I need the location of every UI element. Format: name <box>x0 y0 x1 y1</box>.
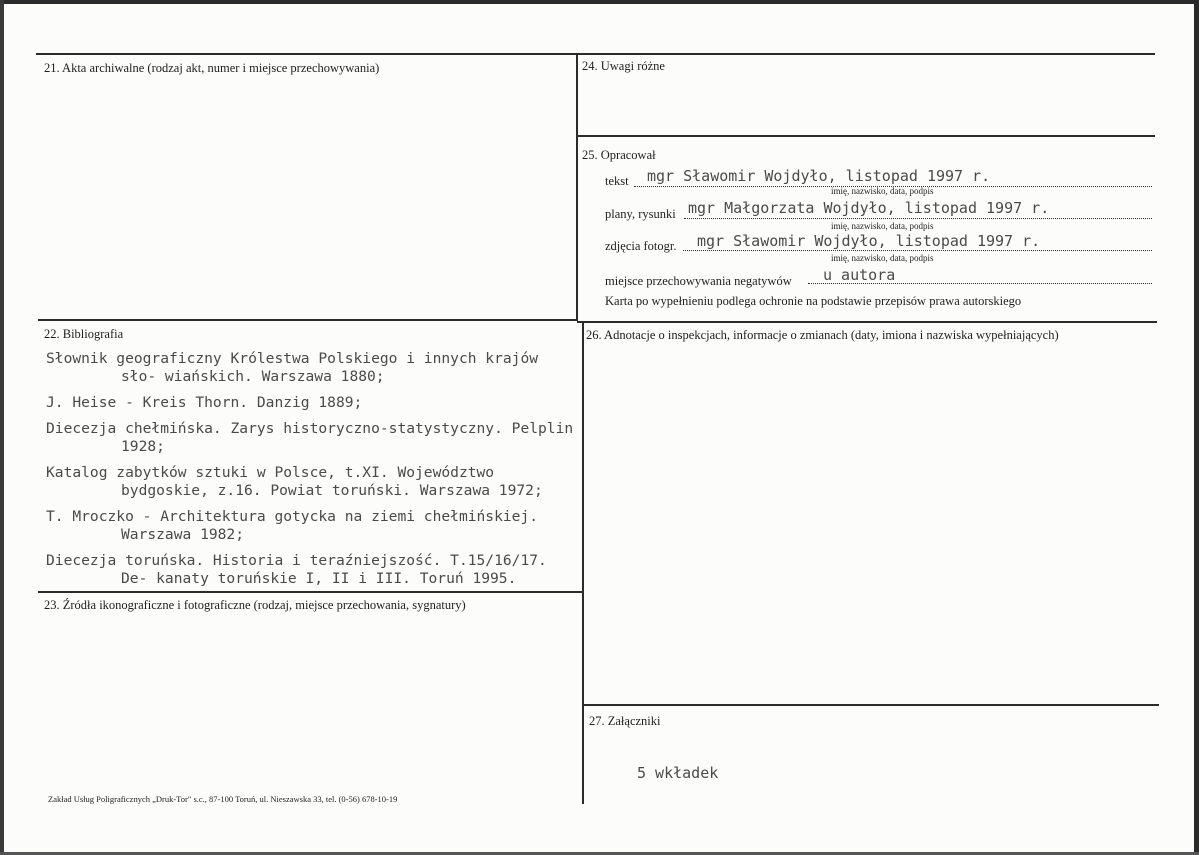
copyright-note: Karta po wypełnieniu podlega ochronie na podstawie przepisów prawa autorskiego <box>605 294 1022 308</box>
zdjecia-line <box>683 250 1152 251</box>
bibliography-entry: J. Heise - Kreis Thorn. Danzig 1889; <box>46 394 363 411</box>
printer-footer: Zakład Usług Poligraficznych „Druk-Tor" s.c., 87-100 Toruń, ul. Nieszawska 33, tel. (0-56) 678-10-19 <box>48 794 398 804</box>
section-26-title: 26. Adnotacje o inspekcjach, informacje o zmianach (daty, imiona i nazwiska wypełniających) <box>586 328 1059 342</box>
section-24-title: 24. Uwagi różne <box>582 59 665 73</box>
scan-edge-right <box>1194 0 1199 855</box>
section-23-title: 23. Źródła ikonograficzne i fotograficzne (rodzaj, miejsce przechowania, sygnatury) <box>44 598 466 612</box>
bibliography-entry: Diecezja toruńska. Historia i teraźniejszość. T.15/16/17. De- kanaty toruńskie I, II i III. Toruń 1995. <box>46 552 547 587</box>
zdjecia-value: mgr Sławomir Wojdyło, listopad 1997 r. <box>697 232 1041 250</box>
tekst-hint: imię, nazwisko, data, podpis <box>831 186 934 196</box>
bibliography-list <box>46 350 576 596</box>
negatywy-value: u autora <box>823 266 896 284</box>
bibliography-entry: T. Mroczko - Architektura gotycka na ziemi chełmińskiej. Warszawa 1982; <box>46 508 539 543</box>
section-25-title: 25. Opracował <box>582 148 656 162</box>
section-22-title: 22. Bibliografia <box>44 327 124 341</box>
attachments-value: 5 wkładek <box>637 764 719 782</box>
rule-24-25 <box>577 135 1155 137</box>
center-divider-upper <box>576 53 578 321</box>
tekst-value: mgr Sławomir Wojdyło, listopad 1997 r. <box>647 167 991 185</box>
bibliography-entry: Słownik geograficzny Królestwa Polskiego i innych krajów sło- wiańskich. Warszawa 1880; <box>46 350 539 385</box>
section-21-title: 21. Akta archiwalne (rodzaj akt, numer i miejsce przechowywania) <box>44 61 380 75</box>
rule-26-27 <box>583 704 1159 706</box>
top-rule <box>36 53 1155 55</box>
zdjecia-hint: imię, nazwisko, data, podpis <box>831 253 934 263</box>
negatywy-label: miejsce przechowywania negatywów <box>605 274 792 288</box>
plany-value: mgr Małgorzata Wojdyło, listopad 1997 r. <box>688 199 1050 217</box>
center-divider-lower <box>582 321 584 804</box>
plany-hint: imię, nazwisko, data, podpis <box>831 221 934 231</box>
bibliography-entry: Diecezja chełmińska. Zarys historyczno-statystyczny. Pelplin 1928; <box>46 420 574 455</box>
rule-21-22 <box>38 319 578 321</box>
tekst-label: tekst <box>605 174 629 188</box>
plany-label: plany, rysunki <box>605 207 676 221</box>
section-27-title: 27. Załączniki <box>589 714 661 728</box>
scan-edge-top <box>0 0 1199 4</box>
plany-line <box>684 218 1152 219</box>
scan-edge-left <box>0 0 4 855</box>
zdjecia-label: zdjęcia fotogr. <box>605 239 677 253</box>
rule-25-26 <box>577 321 1157 323</box>
bibliography-entry: Katalog zabytków sztuki w Polsce, t.XI. Województwo bydgoskie, z.16. Powiat toruński. Warszawa 1972; <box>46 464 543 499</box>
